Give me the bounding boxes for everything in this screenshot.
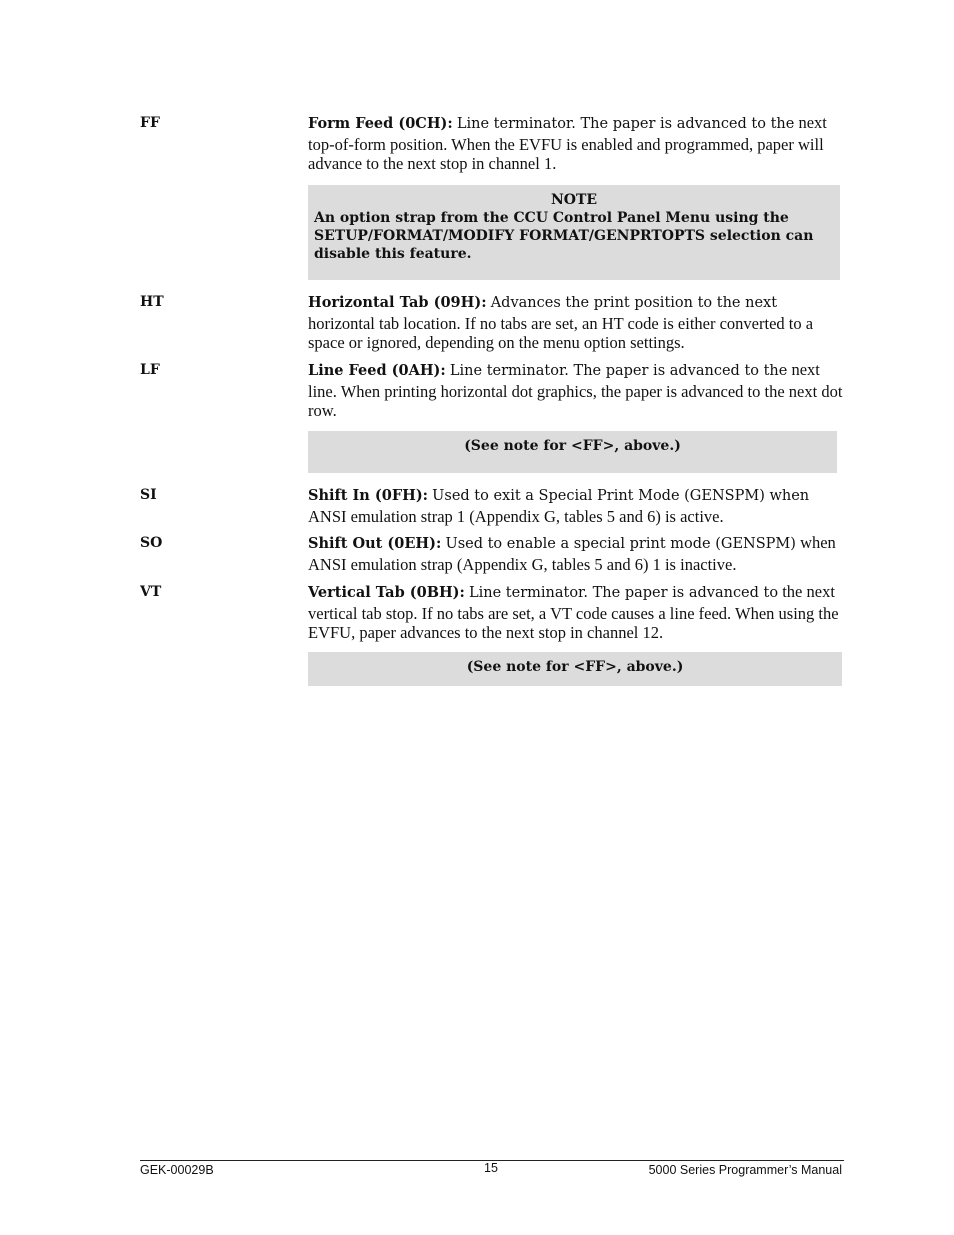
rest-so: when ANSI emulation strap (Appendix G, tables 5 and 6) 1 is inactive. xyxy=(308,533,836,574)
footer-doc-number: GEK-00029B xyxy=(140,1163,214,1177)
see-note-text-lf: (See note for <FF>, above.) xyxy=(464,438,681,454)
code-lf: LF xyxy=(140,362,160,378)
entry-vt-description xyxy=(308,582,844,643)
lead-si: Used to exit a Special Print Mode (GENSPM) when xyxy=(432,488,810,504)
note-title: NOTE xyxy=(550,192,598,208)
code-vt: VT xyxy=(140,584,162,600)
rest-vt: the next vertical tab stop. If no tabs are set, a VT code causes a line feed. When using the EVFU, paper advances to the next stop in channel 12. xyxy=(308,582,839,642)
lead-vt: Line terminator. The paper is advanced to xyxy=(469,585,779,601)
lead-ff: Line terminator. The paper is advanced to the xyxy=(456,116,795,132)
footer-page-number: 15 xyxy=(484,1161,498,1175)
lead-so: Used to enable a special print mode (GENSPM) xyxy=(445,536,796,552)
term-ff: Form Feed (0CH): xyxy=(308,115,453,132)
entry-ht-description xyxy=(308,292,844,353)
term-so: Shift Out (0EH): xyxy=(308,535,442,552)
see-note-text-vt: (See note for <FF>, above.) xyxy=(466,659,684,675)
see-note-box-lf xyxy=(308,431,837,473)
code-so: SO xyxy=(140,535,163,551)
lead-lf: Line terminator. The paper is advanced to the xyxy=(449,363,788,379)
term-vt: Vertical Tab (0BH): xyxy=(308,584,465,601)
term-si: Shift In (0FH): xyxy=(308,487,429,504)
rest-si: ANSI emulation strap 1 (Appendix G, tables 5 and 6) is active. xyxy=(308,506,724,526)
term-lf: Line Feed (0AH): xyxy=(308,362,446,379)
note-body: An option strap from the CCU Control Panel Menu using the SETUP/FORMAT/MODIFY FORMAT/GENPRTOPTS selection can disable this feature. xyxy=(314,210,814,262)
rest-ff: next top-of-form position. When the EVFU is enabled and programmed, paper will advance to the next stop in channel 1. xyxy=(308,113,827,173)
footer-manual-title: 5000 Series Programmer’s Manual xyxy=(648,1163,842,1177)
term-ht: Horizontal Tab (09H): xyxy=(308,294,487,311)
rest-lf: next line. When printing horizontal dot graphics, the paper is advanced to the next dot row. xyxy=(308,360,843,420)
entry-ff-description xyxy=(308,113,844,174)
code-ff: FF xyxy=(140,115,160,131)
lead-ht: Advances the print position to the next xyxy=(490,295,778,311)
code-ht: HT xyxy=(140,294,164,310)
see-note-box-vt xyxy=(308,652,842,686)
note-box xyxy=(308,185,840,280)
code-si: SI xyxy=(140,487,157,503)
entry-so-description xyxy=(308,533,844,574)
rest-ht: horizontal tab location. If no tabs are set, an HT code is either converted to a space or ignored, depending on the menu option settings. xyxy=(308,313,814,352)
entry-si-description xyxy=(308,485,844,526)
entry-lf-description xyxy=(308,360,844,421)
